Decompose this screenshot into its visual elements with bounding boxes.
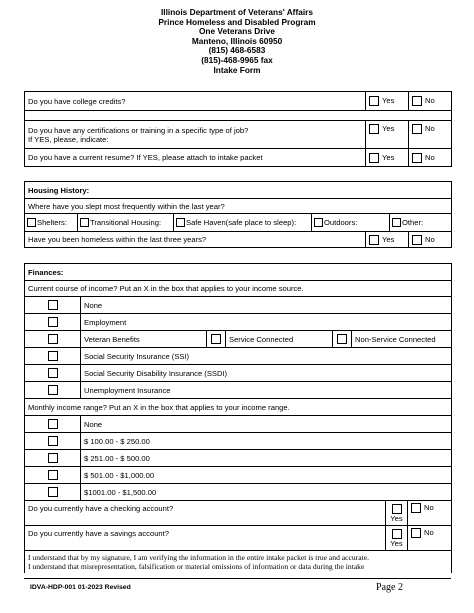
finances-table bbox=[24, 263, 452, 573]
homeless-no: No bbox=[409, 232, 452, 248]
income-source-question: Current course of income? Put an X in the box that applies to your income source. bbox=[25, 281, 452, 297]
page-number: Page 2 bbox=[376, 582, 403, 593]
certifications-question: Do you have any certifications or training in a specific type of job? If YES, please, indicate: bbox=[25, 121, 366, 149]
income-employment-checkbox[interactable] bbox=[48, 317, 58, 327]
certifications-yes-checkbox[interactable] bbox=[369, 124, 379, 134]
college-credits-question: Do you have college credits? bbox=[25, 92, 366, 111]
sleep-option-safe-haven[interactable]: Safe Haven(safe place to sleep): bbox=[174, 214, 312, 231]
form-title: Intake Form bbox=[213, 64, 261, 75]
certifications-yes: Yes bbox=[366, 121, 409, 149]
homeless-yes-checkbox[interactable] bbox=[369, 235, 379, 245]
college-credits-no-checkbox[interactable] bbox=[412, 96, 422, 106]
street-address: One Veterans Drive bbox=[198, 26, 276, 37]
certifications-no-checkbox[interactable] bbox=[412, 124, 422, 134]
income-range-item: $ 501.00 - $1,000.00 bbox=[81, 467, 452, 484]
non-service-connected-checkbox[interactable] bbox=[337, 334, 347, 344]
resume-no: No bbox=[409, 149, 452, 167]
college-credits-yes-checkbox[interactable] bbox=[369, 96, 379, 106]
form-header bbox=[0, 8, 474, 75]
range-501-1000-checkbox[interactable] bbox=[48, 470, 58, 480]
outdoors-checkbox[interactable] bbox=[314, 218, 323, 227]
education-table bbox=[24, 91, 452, 167]
income-ssi-checkbox[interactable] bbox=[48, 351, 58, 361]
college-credits-no: No bbox=[409, 92, 452, 111]
finances-heading: Finances: bbox=[25, 264, 452, 281]
checking-no: No bbox=[408, 501, 452, 526]
income-source-unemployment: Unemployment Insurance bbox=[81, 382, 452, 399]
range-251-500-checkbox[interactable] bbox=[48, 453, 58, 463]
sleep-options-row bbox=[25, 214, 452, 232]
resume-yes-checkbox[interactable] bbox=[369, 153, 379, 163]
savings-question: Do you currently have a savings account? bbox=[25, 526, 386, 551]
transitional-checkbox[interactable] bbox=[80, 218, 89, 227]
income-ssdi-checkbox[interactable] bbox=[48, 368, 58, 378]
checking-yes: Yes bbox=[386, 501, 408, 526]
savings-no: No bbox=[408, 526, 452, 551]
service-connected-checkbox[interactable] bbox=[211, 334, 221, 344]
income-none-checkbox[interactable] bbox=[48, 300, 58, 310]
college-credits-yes: Yes bbox=[366, 92, 409, 111]
agency-name: Illinois Department of Veterans' Affairs bbox=[161, 7, 313, 17]
resume-question: Do you have a current resume? If YES, please attach to intake packet bbox=[25, 149, 366, 167]
range-1001-1500-checkbox[interactable] bbox=[48, 487, 58, 497]
certification-statement: I understand that by my signature, I am verifying the information in the entire intake packet is true and accurate. I understand that misrepresentation, falsification or material omissions of information or data during the intake bbox=[25, 551, 452, 573]
savings-yes: Yes bbox=[386, 526, 408, 551]
certifications-no: No bbox=[409, 121, 452, 149]
income-source-employment: Employment bbox=[81, 314, 452, 331]
income-range-item: $ 100.00 - $ 250.00 bbox=[81, 433, 452, 450]
homeless-question: Have you been homeless within the last three years? bbox=[25, 232, 366, 248]
range-none-checkbox[interactable] bbox=[48, 419, 58, 429]
savings-no-checkbox[interactable] bbox=[411, 528, 421, 538]
income-source-none: None bbox=[81, 297, 452, 314]
income-range-question: Monthly income range? Put an X in the box that applies to your income range. bbox=[25, 399, 452, 416]
housing-heading: Housing History: bbox=[25, 182, 452, 199]
resume-no-checkbox[interactable] bbox=[412, 153, 422, 163]
other-checkbox[interactable] bbox=[392, 218, 401, 227]
income-unemployment-checkbox[interactable] bbox=[48, 385, 58, 395]
page-footer bbox=[24, 578, 451, 598]
non-service-connected-label: Non-Service Connected bbox=[352, 331, 452, 348]
checking-question: Do you currently have a checking account? bbox=[25, 501, 386, 526]
sleep-option-transitional[interactable]: Transitional Housing: bbox=[78, 214, 174, 231]
homeless-no-checkbox[interactable] bbox=[412, 235, 422, 245]
housing-table bbox=[24, 181, 452, 248]
homeless-yes: Yes bbox=[366, 232, 409, 248]
service-connected-label: Service Connected bbox=[226, 331, 333, 348]
safe-haven-checkbox[interactable] bbox=[176, 218, 185, 227]
checking-yes-checkbox[interactable] bbox=[392, 504, 402, 514]
income-range-item: $ 251.00 - $ 500.00 bbox=[81, 450, 452, 467]
sleep-option-other[interactable]: Other: bbox=[390, 214, 451, 231]
resume-yes: Yes bbox=[366, 149, 409, 167]
income-source-veteran-benefits: Veteran Benefits bbox=[81, 331, 207, 348]
shelters-checkbox[interactable] bbox=[27, 218, 36, 227]
city-state-zip: Manteno, Illinois 60950 bbox=[191, 35, 283, 46]
fax-number: (815)-468-9965 fax bbox=[201, 54, 273, 65]
income-source-ssdi: Social Security Disability Insurance (SSDI) bbox=[81, 365, 452, 382]
program-name: Prince Homeless and Disabled Program bbox=[158, 16, 316, 27]
form-id: IDVA-HDP-001 01-2023 Revised bbox=[30, 584, 131, 591]
slept-question: Where have you slept most frequently within the last year? bbox=[25, 199, 452, 214]
income-veteran-benefits-checkbox[interactable] bbox=[48, 334, 58, 344]
certifications-indicate-label: If YES, please, indicate: bbox=[28, 134, 109, 144]
sleep-option-outdoors[interactable]: Outdoors: bbox=[312, 214, 390, 231]
savings-yes-checkbox[interactable] bbox=[392, 529, 402, 539]
checking-no-checkbox[interactable] bbox=[411, 503, 421, 513]
income-range-item: $1001.00 - $1,500.00 bbox=[81, 484, 452, 501]
income-source-ssi: Social Security Insurance (SSI) bbox=[81, 348, 452, 365]
range-100-250-checkbox[interactable] bbox=[48, 436, 58, 446]
sleep-option-shelters[interactable]: Shelters: bbox=[25, 214, 78, 231]
phone-number: (815) 468-6583 bbox=[208, 45, 266, 56]
income-range-item: None bbox=[81, 416, 452, 433]
